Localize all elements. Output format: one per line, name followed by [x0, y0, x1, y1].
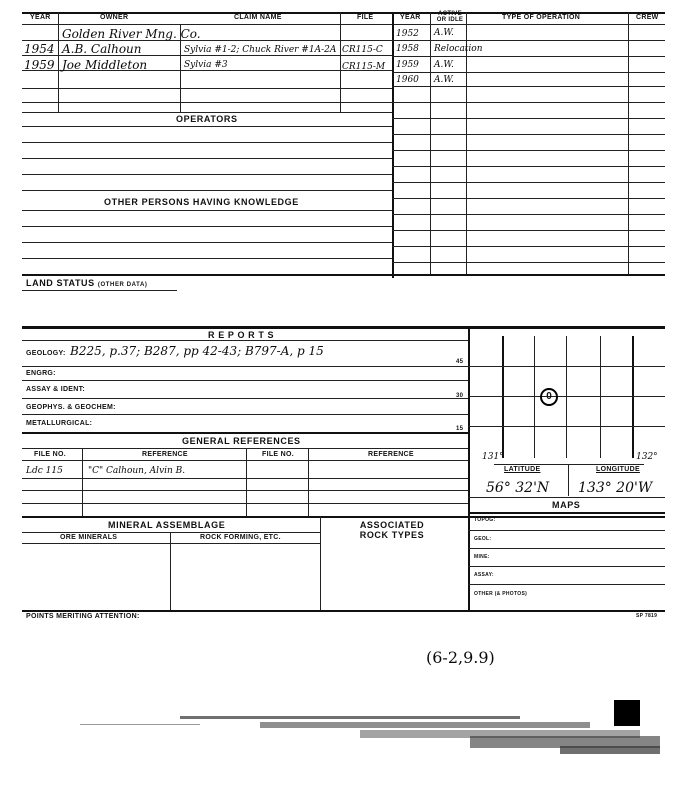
activity-row-1-status: A.W. [434, 28, 454, 38]
land-status-heading [26, 278, 148, 288]
gr-file-no-label: FILE NO. [34, 451, 66, 458]
maps-geol-label: GEOL: [474, 536, 492, 542]
owner-row-3-year: 1959 [24, 58, 55, 72]
latitude-value: 56° 32'N [486, 480, 550, 496]
activity-row-3-status: A.W. [434, 60, 454, 70]
maps-assay-label: ASSAY: [474, 572, 494, 578]
metallurgical-label: METALLURGICAL: [26, 420, 93, 427]
activity-row-4-year: 1960 [396, 75, 419, 85]
owner-row-2-year: 1954 [24, 42, 55, 56]
gr-row-1-reference: "C" Calhoun, Alvin B. [88, 466, 186, 476]
owner-row-3-file: CR115-M [342, 62, 386, 72]
owner-row-2-file: CR115-C [342, 45, 383, 55]
activity-row-2-year: 1958 [396, 44, 419, 54]
map-marker-label: 0 [546, 391, 552, 402]
general-references-heading: GENERAL REFERENCES [182, 436, 301, 446]
maps-mine-label: MINE: [474, 554, 490, 560]
owner-row-2-claim: Sylvia #1-2; Chuck River #1A-2A [184, 45, 337, 55]
header-claim-name: CLAIM NAME [234, 14, 282, 21]
gr-reference-label: REFERENCE [142, 451, 188, 458]
assay-ident-label: ASSAY & IDENT: [26, 386, 86, 393]
maps-heading: MAPS [552, 500, 581, 510]
reports-scale-15: 15 [456, 426, 464, 432]
latitude-label: LATITUDE [504, 466, 541, 473]
activity-row-1-year: 1952 [396, 29, 419, 39]
longitude-value: 133° 20'W [578, 480, 653, 496]
geology-label: GEOLOGY: [26, 350, 66, 357]
header-year: YEAR [30, 14, 51, 21]
map-marker [540, 388, 558, 406]
owner-row-1-owner: Golden River Mng. Co. [62, 27, 201, 41]
map-lon-left: 131° [482, 452, 504, 462]
activity-row-3-year: 1959 [396, 60, 419, 70]
operators-heading: OPERATORS [176, 114, 238, 124]
owner-row-2-owner: A.B. Calhoun [62, 42, 142, 56]
engrg-label: ENGRG: [26, 370, 56, 377]
ore-minerals-label: ORE MINERALS [60, 534, 118, 541]
form-number: SP 7819 [636, 613, 658, 619]
owner-row-3-claim: Sylvia #3 [184, 60, 228, 70]
gr-row-1-file: Ldc 115 [26, 466, 63, 476]
coordinate-note: (6-2,9.9) [426, 648, 495, 667]
maps-topog-label: TOPOG: [474, 517, 496, 523]
scan-black-square [614, 700, 640, 726]
maps-other-label: OTHER (& PHOTOS) [474, 591, 528, 597]
header-type-of-operation: TYPE OF OPERATION [502, 14, 581, 21]
activity-row-2-status: Relocation [434, 44, 483, 54]
header-crew: CREW [636, 14, 659, 21]
owner-row-3-owner: Joe Middleton [62, 58, 148, 72]
other-persons-heading: OTHER PERSONS HAVING KNOWLEDGE [104, 197, 299, 207]
header-owner: OWNER [100, 14, 129, 21]
gr-reference2-label: REFERENCE [368, 451, 414, 458]
header-file: FILE [357, 14, 374, 21]
header-year-activity: YEAR [400, 14, 421, 21]
gr-file-no2-label: FILE NO. [262, 451, 294, 458]
geology-value: B225, p.37; B287, pp 42-43; B797-A, p 15 [70, 344, 324, 358]
reports-heading: R E P O R T S [208, 330, 275, 340]
points-meriting-attention-label: POINTS MERITING ATTENTION: [26, 613, 140, 620]
land-status-sub: (OTHER DATA) [97, 282, 148, 288]
reports-scale-45: 45 [456, 359, 464, 365]
mineral-assemblage-heading: MINERAL ASSEMBLAGE [108, 520, 226, 530]
reports-scale-30: 30 [456, 393, 464, 399]
associated-rock-types-heading: ASSOCIATED ROCK TYPES [359, 520, 425, 540]
land-status-label: LAND STATUS [26, 278, 95, 288]
header-active-or-idle: ACTIVE OR IDLE [436, 11, 464, 23]
map-lon-right: 132° [636, 452, 658, 462]
activity-row-4-status: A.W. [434, 75, 454, 85]
geophys-geochem-label: GEOPHYS. & GEOCHEM: [26, 404, 116, 411]
longitude-label: LONGITUDE [596, 466, 640, 473]
rock-forming-label: ROCK FORMING, ETC. [200, 534, 281, 541]
